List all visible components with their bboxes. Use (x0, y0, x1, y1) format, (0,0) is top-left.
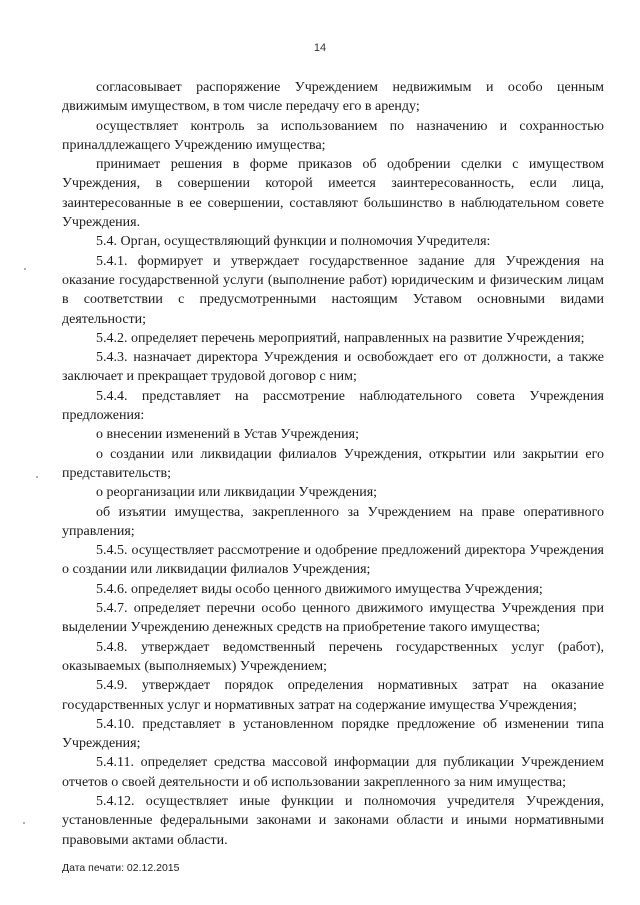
paragraph: 5.4.6. определяет виды особо ценного движимого имущества Учреждения; (96, 581, 543, 597)
list-item: о внесении изменений в Устав Учреждения; (96, 427, 359, 443)
list-item: о реорганизации или ликвидации Учреждения; (96, 485, 378, 501)
paragraph: 5.4.4. представляет на рассмотрение наблюдательного совета Учреждения предложения: (62, 388, 604, 424)
list-item: о создании или ликвидации филиалов Учреждения, открытии или закрытии его представительств; (62, 446, 604, 481)
paragraph: 5.4.1. формирует и утверждает государственное задание для Учреждения на оказание государственной услуги (выполнение работ) юридическим и физическим лицам в соответствии с предусмотренными настоящим Уставом основными видами деятельности; (62, 253, 604, 327)
paragraph: 5.4.12. осуществляет иные функции и полномочия учредителя Учреждения, установленные федеральными законами и законами области и иными нормативными правовыми актами области. (62, 793, 604, 848)
paragraph: 5.4.11. определяет средства массовой информации для публикации Учреждением отчетов о своей деятельности и об использовании закрепленного за ним имущества; (62, 755, 604, 790)
page-number: 14 (313, 42, 327, 54)
paragraph: 5.4.9. утверждает порядок определения нормативных затрат на оказание государственных услуг и нормативных затрат на содержание имущества Учреждения; (62, 678, 604, 713)
paragraph: согласовывает распоряжение Учреждением недвижимым и особо ценным движимым имуществом, в том числе передачу его в аренду; (62, 80, 604, 115)
section-heading: 5.4. Орган, осуществляющий функции и полномочия Учредителя: (96, 234, 491, 250)
paragraph: 5.4.2. определяет перечень мероприятий, направленных на развитие Учреждения; (96, 330, 585, 346)
paragraph: 5.4.8. утверждает ведомственный перечень государственных услуг (работ), оказываемых (выполняемых) Учреждением; (62, 639, 604, 674)
paragraph: 5.4.5. осуществляет рассмотрение и одобрение предложений директора Учреждения о создании или ликвидации филиалов Учреждения; (62, 543, 604, 578)
list-item: об изъятии имущества, закрепленного за Учреждением на праве оперативного управления; (62, 504, 604, 539)
scan-speck (24, 268, 26, 270)
paragraph: осуществляет контроль за использованием по назначению и сохранностью приналдлежащего Учреждению имущества; (62, 118, 604, 153)
paragraph: 5.4.7. определяет перечни особо ценного движимого имущества Учреждения при выделении Учреждению денежных средств на приобретение такого имущества; (62, 601, 604, 636)
print-date: Дата печати: 02.12.2015 (62, 862, 180, 874)
paragraph: 5.4.3. назначает директора Учреждения и освобождает его от должности, а также заключает и прекращает трудовой договор с ним; (62, 350, 604, 385)
scan-speck (23, 822, 25, 824)
document-body (62, 78, 604, 850)
scan-speck (36, 476, 38, 478)
paragraph: 5.4.10. представляет в установленном порядке предложение об изменении типа Учреждения; (62, 716, 604, 752)
paragraph: принимает решения в форме приказов об одобрении сделки с имуществом Учреждения, в совершении которой имеется заинтересованность, если лица, заинтересованные в ее совершении, составляют большинство в наблюдательном совете Учреждения. (62, 157, 604, 231)
